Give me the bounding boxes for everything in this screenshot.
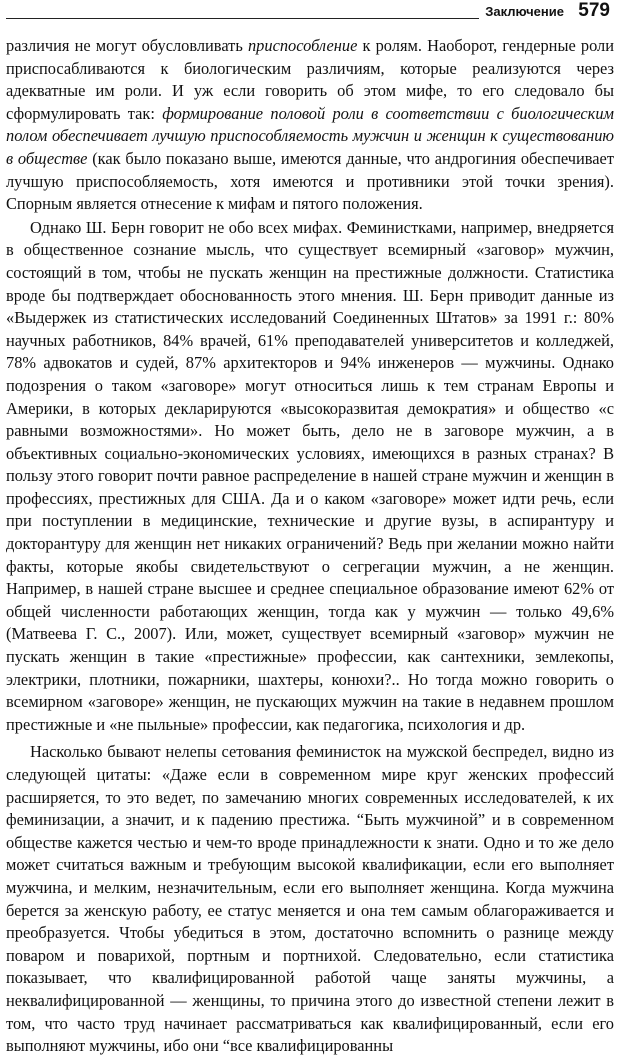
paragraph-1-italic-term: приспособление [247, 36, 358, 55]
paragraph-3: Насколько бывают нелепы сетования феминисток на мужской беспредел, видно из следующей цитаты: «Даже если в современном мире круг женских профессий расширяется, то это ведет, по замечанию многих современных исследователей, к их феминизации, а значит, и к падению престижа. “Быть мужчиной” и в современном обществе кажется честью и чем-то вроде принадлежности к знати. Одно и то же дело может считаться важным и требующим высокой квалификации, если его выполняет мужчина, и мелким, незначительным, если его выполняет женщина. Когда мужчина берется за женскую работу, ее статус меняется и она тем самым облагораживается и преобразуется. Чтобы убедиться в этом, достаточно вспомнить о разнице между поваром и поварихой, портным и портнихой. Следовательно, если статистика показывает, что квалифицированной работой чаще заняты мужчины, а неквалифицированной — женщины, то причина этого до известной степени лежит в том, что часто труд начинает рассматриваться как квалифицированный, если его выполняют мужчины, ибо они “все квалифицированны [6, 742, 614, 1056]
paragraph-1-lead: различия не могут обусловливать [6, 36, 248, 55]
paragraph-1-middle: к ролям. Наоборот, гендерные роли приспосабливаются к биологическим различиям, которые реализуются через адекватные им роли. И уж если говорить об этом мифе, то его следовало бы сформулировать так: [6, 36, 615, 123]
paragraph-1 [6, 35, 614, 216]
paragraph-1-tail: (как было показано выше, имеются данные, что андрогиния обеспечивает лучшую приспособляемость, хотя имеются и противники этой точки зрения). Спорным является отнесение к мифам и пятого положения. [6, 148, 614, 214]
page-number: 579 [578, 0, 610, 21]
running-head: Заключение [479, 4, 564, 20]
paragraph-1-italic-statement: формирование половой роли в соответствии с биологическим полом обеспечивает лучшую приспособляемость мужчин и женщин к существованию в обществе [6, 103, 614, 168]
page-header [0, 0, 620, 30]
paragraph-2: Однако Ш. Берн говорит не обо всех мифах. Феминистками, например, внедряется в общественное сознание мысль, что существует всемирный «заговор» мужчин, состоящий в том, чтобы не пускать женщин на престижные должности. Статистика вроде бы подтверждает обоснованность этого мнения. Ш. Берн приводит данные из «Выдержек из статистических исследований Соединенных Штатов» за 1991 г.: 80% научных работников, 84% врачей, 61% преподавателей университетов и колледжей, 78% адвокатов и судей, 87% архитекторов и 94% инженеров — мужчины. Однако подозрения о таком «заговоре» могут относиться лишь к тем странам Европы и Америки, в которых декларируются «высокоразвитая демократия» и общество «с равными возможностями». Но может быть, дело не в заговоре мужчин, а в объективных социально-экономических условиях, имеющихся в разных странах? В пользу этого говорит почти равное распределение в нашей стране мужчин и женщин в профессиях, престижных для США. Да и о каком «заговоре» может идти речь, если при поступлении в медицинские, технические и другие вузы, в аспирантуру и докторантуру для женщин нет никаких ограничений? Ведь при желании можно найти факты, которые якобы свидетельствуют о сегрегации мужчин, а не женщин. Например, в нашей стране высшее и среднее специальное образование имеют 62% от общей численности работающих женщин, тогда как у мужчин — только 49,6% (Матвеева Г. С., 2007). Или, может, существует всемирный «заговор» мужчин не пускать женщин в такие «престижные» профессии, как сантехники, землекопы, электрики, плотники, пожарники, шахтеры, конюхи?.. Но тогда можно говорить о всемирном «заговоре» женщин, не пускающих мужчин на такие в недавнем прошлом престижные и «не пыльные» профессии, как педагогика, психология и др. [6, 217, 614, 734]
body-text [6, 35, 614, 1058]
header-rule [6, 18, 528, 19]
